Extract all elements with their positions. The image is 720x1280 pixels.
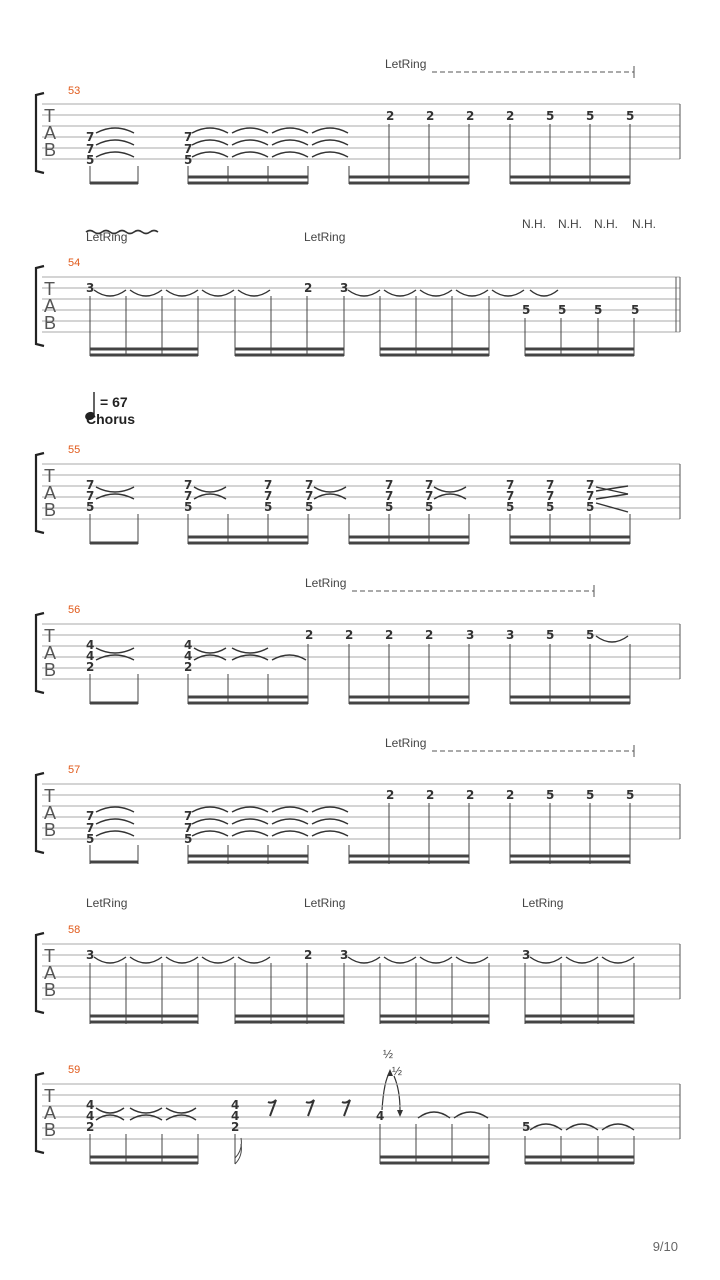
ties bbox=[96, 1108, 634, 1130]
ties bbox=[96, 807, 348, 836]
let-ring-annotation bbox=[305, 576, 594, 597]
svg-text:5: 5 bbox=[546, 628, 555, 642]
svg-text:7: 7 bbox=[86, 809, 95, 823]
svg-text:LetRing: LetRing bbox=[522, 896, 564, 910]
tab-clef bbox=[44, 466, 56, 520]
tab-clef bbox=[44, 279, 56, 333]
svg-text:A: A bbox=[44, 296, 57, 316]
tab-clef bbox=[44, 946, 56, 1000]
svg-text:5: 5 bbox=[86, 153, 95, 167]
svg-text:T: T bbox=[44, 786, 55, 806]
svg-text:7: 7 bbox=[506, 478, 515, 492]
svg-text:7: 7 bbox=[586, 489, 595, 503]
svg-text:2: 2 bbox=[426, 788, 435, 802]
svg-text:N.H.: N.H. bbox=[522, 217, 546, 231]
svg-text:4: 4 bbox=[376, 1109, 385, 1123]
section-label: Chorus bbox=[86, 411, 135, 427]
svg-text:2: 2 bbox=[385, 628, 394, 642]
svg-text:5: 5 bbox=[264, 500, 273, 514]
svg-text:LetRing: LetRing bbox=[86, 896, 128, 910]
svg-text:4: 4 bbox=[231, 1109, 240, 1123]
svg-text:B: B bbox=[44, 820, 57, 840]
staff-lines bbox=[42, 277, 680, 332]
tempo-marking bbox=[84, 392, 135, 427]
svg-text:2: 2 bbox=[386, 109, 395, 123]
svg-text:2: 2 bbox=[304, 281, 313, 295]
svg-text:N.H.: N.H. bbox=[632, 217, 656, 231]
svg-text:5: 5 bbox=[586, 109, 595, 123]
svg-text:5: 5 bbox=[586, 500, 595, 514]
fret-numbers bbox=[86, 109, 634, 167]
svg-text:LetRing: LetRing bbox=[86, 230, 128, 244]
page-number: 9/10 bbox=[652, 1239, 678, 1254]
let-ring-annotations bbox=[86, 896, 563, 910]
measure-number: 55 bbox=[68, 444, 81, 456]
stems-and-beams bbox=[90, 1124, 634, 1164]
svg-text:4: 4 bbox=[86, 1109, 95, 1123]
svg-text:A: A bbox=[44, 483, 57, 503]
svg-text:7: 7 bbox=[586, 478, 595, 492]
svg-text:5: 5 bbox=[546, 109, 555, 123]
system-53 bbox=[36, 57, 680, 184]
measure-number: 53 bbox=[68, 85, 81, 97]
svg-text:T: T bbox=[44, 1086, 55, 1106]
svg-text:5: 5 bbox=[522, 1120, 531, 1134]
svg-text:5: 5 bbox=[522, 303, 531, 317]
vibrato-let-ring bbox=[86, 230, 345, 244]
svg-text:7: 7 bbox=[184, 142, 193, 156]
svg-text:LetRing: LetRing bbox=[385, 57, 427, 71]
rests bbox=[268, 1100, 350, 1116]
system-58 bbox=[36, 896, 680, 1024]
svg-text:7: 7 bbox=[264, 478, 273, 492]
svg-text:4: 4 bbox=[86, 1098, 95, 1112]
stems-and-beams bbox=[90, 803, 630, 864]
svg-text:2: 2 bbox=[231, 1120, 240, 1134]
svg-text:A: A bbox=[44, 963, 57, 983]
natural-harmonic-labels bbox=[522, 217, 656, 231]
svg-text:T: T bbox=[44, 626, 55, 646]
measure-number: 57 bbox=[68, 764, 81, 776]
measure-number: 59 bbox=[68, 1064, 81, 1076]
svg-text:LetRing: LetRing bbox=[385, 736, 427, 750]
svg-text:5: 5 bbox=[586, 628, 595, 642]
svg-text:7: 7 bbox=[86, 130, 95, 144]
svg-text:5: 5 bbox=[546, 500, 555, 514]
svg-text:5: 5 bbox=[586, 788, 595, 802]
ties bbox=[94, 957, 634, 963]
system-59 bbox=[36, 1047, 680, 1164]
svg-text:7: 7 bbox=[184, 489, 193, 503]
svg-text:2: 2 bbox=[466, 788, 475, 802]
svg-text:7: 7 bbox=[385, 478, 394, 492]
svg-text:7: 7 bbox=[184, 478, 193, 492]
svg-text:3: 3 bbox=[466, 628, 475, 642]
svg-text:½: ½ bbox=[383, 1047, 394, 1061]
svg-text:7: 7 bbox=[184, 130, 193, 144]
svg-text:5: 5 bbox=[626, 788, 635, 802]
stems-and-beams bbox=[90, 296, 634, 356]
svg-text:A: A bbox=[44, 643, 57, 663]
svg-text:LetRing: LetRing bbox=[305, 576, 347, 590]
svg-text:7: 7 bbox=[86, 142, 95, 156]
staff-lines bbox=[42, 784, 680, 839]
svg-text:B: B bbox=[44, 500, 57, 520]
svg-text:7: 7 bbox=[264, 489, 273, 503]
svg-text:5: 5 bbox=[86, 500, 95, 514]
tab-clef bbox=[44, 626, 56, 680]
svg-text:4: 4 bbox=[184, 638, 193, 652]
svg-text:5: 5 bbox=[506, 500, 515, 514]
stems-and-beams bbox=[90, 124, 630, 184]
svg-text:5: 5 bbox=[425, 500, 434, 514]
svg-text:3: 3 bbox=[86, 948, 95, 962]
svg-text:2: 2 bbox=[386, 788, 395, 802]
svg-text:3: 3 bbox=[506, 628, 515, 642]
svg-text:3: 3 bbox=[86, 281, 95, 295]
svg-text:3: 3 bbox=[340, 281, 349, 295]
svg-text:T: T bbox=[44, 946, 55, 966]
ties bbox=[96, 128, 348, 157]
staff-lines bbox=[42, 624, 680, 679]
svg-text:7: 7 bbox=[184, 809, 193, 823]
svg-text:½: ½ bbox=[392, 1064, 403, 1078]
svg-text:5: 5 bbox=[184, 500, 193, 514]
svg-text:T: T bbox=[44, 106, 55, 126]
svg-text:5: 5 bbox=[184, 153, 193, 167]
staff-lines bbox=[42, 464, 680, 519]
svg-text:LetRing: LetRing bbox=[304, 896, 346, 910]
tab-clef bbox=[44, 786, 56, 840]
svg-text:2: 2 bbox=[425, 628, 434, 642]
svg-text:7: 7 bbox=[86, 821, 95, 835]
svg-text:2: 2 bbox=[304, 948, 313, 962]
svg-text:= 67: = 67 bbox=[100, 394, 128, 410]
svg-text:7: 7 bbox=[506, 489, 515, 503]
svg-text:2: 2 bbox=[86, 1120, 95, 1134]
svg-text:7: 7 bbox=[305, 489, 314, 503]
svg-text:LetRing: LetRing bbox=[304, 230, 346, 244]
svg-text:7: 7 bbox=[86, 489, 95, 503]
svg-text:4: 4 bbox=[184, 649, 193, 663]
svg-text:7: 7 bbox=[425, 489, 434, 503]
svg-text:5: 5 bbox=[86, 832, 95, 846]
measure-number: 54 bbox=[68, 257, 81, 269]
svg-text:2: 2 bbox=[466, 109, 475, 123]
svg-text:B: B bbox=[44, 980, 57, 1000]
svg-text:7: 7 bbox=[425, 478, 434, 492]
svg-text:N.H.: N.H. bbox=[594, 217, 618, 231]
svg-text:5: 5 bbox=[546, 788, 555, 802]
svg-text:7: 7 bbox=[546, 478, 555, 492]
system-57 bbox=[36, 736, 680, 864]
staff-lines bbox=[42, 944, 680, 999]
tab-clef bbox=[44, 1086, 56, 1140]
measure-number: 56 bbox=[68, 604, 81, 616]
svg-text:4: 4 bbox=[231, 1098, 240, 1112]
svg-text:4: 4 bbox=[86, 638, 95, 652]
svg-text:5: 5 bbox=[631, 303, 640, 317]
svg-text:B: B bbox=[44, 660, 57, 680]
svg-text:7: 7 bbox=[305, 478, 314, 492]
svg-text:2: 2 bbox=[506, 109, 515, 123]
svg-text:2: 2 bbox=[305, 628, 314, 642]
stems-and-beams bbox=[90, 644, 630, 704]
svg-text:5: 5 bbox=[594, 303, 603, 317]
svg-text:3: 3 bbox=[340, 948, 349, 962]
svg-text:5: 5 bbox=[626, 109, 635, 123]
svg-text:T: T bbox=[44, 466, 55, 486]
staff-lines bbox=[42, 104, 680, 159]
svg-text:B: B bbox=[44, 1120, 57, 1140]
svg-text:T: T bbox=[44, 279, 55, 299]
svg-text:7: 7 bbox=[184, 821, 193, 835]
svg-text:A: A bbox=[44, 1103, 57, 1123]
svg-text:A: A bbox=[44, 803, 57, 823]
svg-text:2: 2 bbox=[86, 660, 95, 674]
svg-text:4: 4 bbox=[86, 649, 95, 663]
tab-clef bbox=[44, 106, 56, 160]
svg-text:A: A bbox=[44, 123, 57, 143]
measure-number: 58 bbox=[68, 924, 81, 936]
system-55 bbox=[36, 392, 680, 544]
svg-text:2: 2 bbox=[345, 628, 354, 642]
svg-text:2: 2 bbox=[184, 660, 193, 674]
svg-text:5: 5 bbox=[305, 500, 314, 514]
let-ring-annotation bbox=[385, 57, 634, 78]
svg-text:7: 7 bbox=[546, 489, 555, 503]
let-ring-annotation bbox=[385, 736, 634, 757]
ties bbox=[94, 290, 558, 296]
svg-text:7: 7 bbox=[385, 489, 394, 503]
svg-text:5: 5 bbox=[385, 500, 394, 514]
system-56 bbox=[36, 576, 680, 704]
svg-text:7: 7 bbox=[86, 478, 95, 492]
svg-text:B: B bbox=[44, 140, 57, 160]
svg-text:2: 2 bbox=[506, 788, 515, 802]
svg-text:N.H.: N.H. bbox=[558, 217, 582, 231]
stems-and-beams bbox=[90, 963, 634, 1024]
svg-text:3: 3 bbox=[522, 948, 531, 962]
svg-text:B: B bbox=[44, 313, 57, 333]
system-54 bbox=[36, 217, 680, 356]
svg-text:5: 5 bbox=[184, 832, 193, 846]
svg-text:2: 2 bbox=[426, 109, 435, 123]
svg-text:5: 5 bbox=[558, 303, 567, 317]
